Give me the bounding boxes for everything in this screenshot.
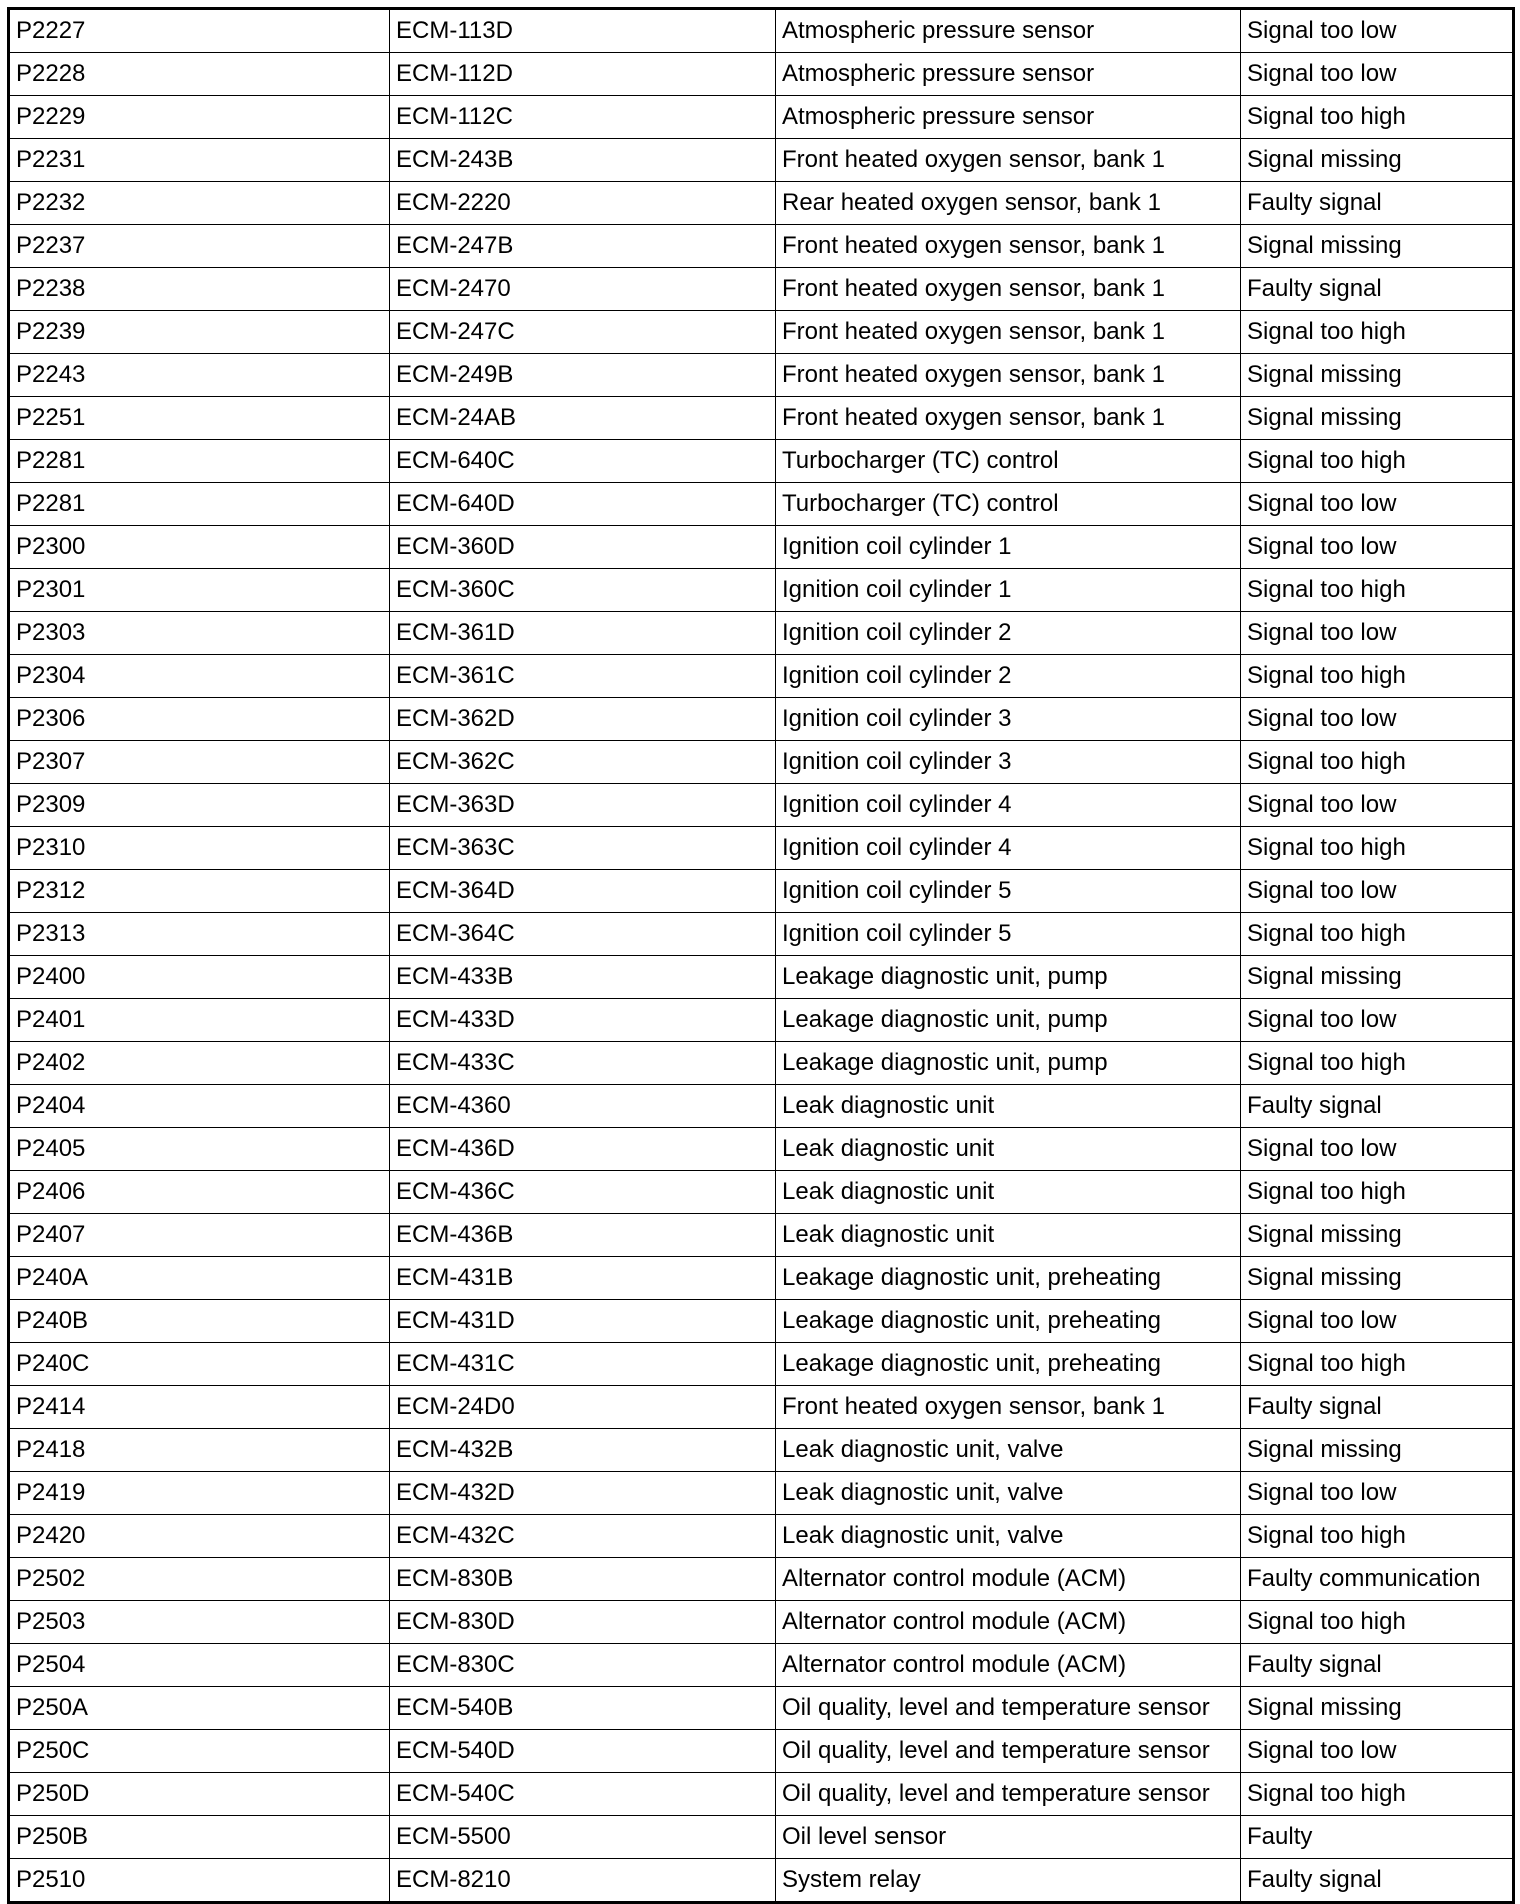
fault-cell: Faulty signal [1241, 182, 1514, 225]
ecm-code-cell: ECM-433D [390, 999, 776, 1042]
ecm-code-cell: ECM-363D [390, 784, 776, 827]
ecm-code-cell: ECM-540B [390, 1687, 776, 1730]
document-page [7, 7, 1512, 1893]
table-row [9, 53, 1514, 96]
dtc-code-cell: P2232 [9, 182, 390, 225]
component-cell: Leak diagnostic unit [776, 1171, 1241, 1214]
component-cell: Atmospheric pressure sensor [776, 96, 1241, 139]
fault-cell: Signal missing [1241, 956, 1514, 999]
ecm-code-cell: ECM-436C [390, 1171, 776, 1214]
fault-cell: Signal too high [1241, 440, 1514, 483]
table-row [9, 1816, 1514, 1859]
ecm-code-cell: ECM-4360 [390, 1085, 776, 1128]
fault-cell: Signal missing [1241, 225, 1514, 268]
ecm-code-cell: ECM-431D [390, 1300, 776, 1343]
fault-cell: Signal too low [1241, 1472, 1514, 1515]
ecm-code-cell: ECM-363C [390, 827, 776, 870]
dtc-code-cell: P2243 [9, 354, 390, 397]
fault-cell: Signal too low [1241, 784, 1514, 827]
fault-cell: Signal too high [1241, 655, 1514, 698]
component-cell: Leakage diagnostic unit, preheating [776, 1343, 1241, 1386]
dtc-code-cell: P2510 [9, 1859, 390, 1903]
dtc-code-cell: P2306 [9, 698, 390, 741]
dtc-code-cell: P2304 [9, 655, 390, 698]
fault-cell: Signal too high [1241, 827, 1514, 870]
ecm-code-cell: ECM-364C [390, 913, 776, 956]
table-row [9, 1300, 1514, 1343]
component-cell: Oil quality, level and temperature sensor [776, 1687, 1241, 1730]
table-row [9, 827, 1514, 870]
component-cell: Ignition coil cylinder 5 [776, 870, 1241, 913]
table-row [9, 397, 1514, 440]
fault-cell: Signal missing [1241, 1687, 1514, 1730]
table-row [9, 784, 1514, 827]
ecm-code-cell: ECM-2220 [390, 182, 776, 225]
component-cell: Leakage diagnostic unit, preheating [776, 1257, 1241, 1300]
component-cell: Rear heated oxygen sensor, bank 1 [776, 182, 1241, 225]
fault-cell: Signal too low [1241, 870, 1514, 913]
ecm-code-cell: ECM-830D [390, 1601, 776, 1644]
component-cell: Front heated oxygen sensor, bank 1 [776, 311, 1241, 354]
fault-cell: Signal too high [1241, 96, 1514, 139]
fault-cell: Signal missing [1241, 1429, 1514, 1472]
fault-cell: Faulty signal [1241, 1386, 1514, 1429]
table-row [9, 1687, 1514, 1730]
table-row [9, 569, 1514, 612]
ecm-code-cell: ECM-2470 [390, 268, 776, 311]
dtc-code-cell: P2312 [9, 870, 390, 913]
fault-cell: Signal too high [1241, 1601, 1514, 1644]
table-row [9, 483, 1514, 526]
dtc-code-cell: P2227 [9, 9, 390, 53]
dtc-code-cell: P2310 [9, 827, 390, 870]
fault-cell: Signal missing [1241, 1257, 1514, 1300]
component-cell: Atmospheric pressure sensor [776, 9, 1241, 53]
component-cell: Ignition coil cylinder 4 [776, 784, 1241, 827]
table-row [9, 354, 1514, 397]
table-row [9, 1085, 1514, 1128]
dtc-code-cell: P2228 [9, 53, 390, 96]
component-cell: Ignition coil cylinder 4 [776, 827, 1241, 870]
dtc-code-cell: P2231 [9, 139, 390, 182]
fault-cell: Signal too low [1241, 9, 1514, 53]
component-cell: Leak diagnostic unit [776, 1085, 1241, 1128]
ecm-code-cell: ECM-436B [390, 1214, 776, 1257]
fault-cell: Signal too low [1241, 1730, 1514, 1773]
table-row [9, 612, 1514, 655]
table-row [9, 268, 1514, 311]
dtc-code-cell: P2300 [9, 526, 390, 569]
fault-cell: Signal too high [1241, 1042, 1514, 1085]
component-cell: Front heated oxygen sensor, bank 1 [776, 268, 1241, 311]
fault-cell: Signal missing [1241, 354, 1514, 397]
table-row [9, 999, 1514, 1042]
ecm-code-cell: ECM-433C [390, 1042, 776, 1085]
dtc-code-cell: P250A [9, 1687, 390, 1730]
ecm-code-cell: ECM-362D [390, 698, 776, 741]
fault-cell: Signal too low [1241, 1300, 1514, 1343]
fault-cell: Signal too high [1241, 1171, 1514, 1214]
table-row [9, 96, 1514, 139]
ecm-code-cell: ECM-540D [390, 1730, 776, 1773]
component-cell: Oil quality, level and temperature sensor [776, 1773, 1241, 1816]
ecm-code-cell: ECM-431C [390, 1343, 776, 1386]
fault-cell: Signal too low [1241, 526, 1514, 569]
dtc-code-cell: P250D [9, 1773, 390, 1816]
ecm-code-cell: ECM-8210 [390, 1859, 776, 1903]
table-row [9, 870, 1514, 913]
dtc-code-cell: P2281 [9, 440, 390, 483]
ecm-code-cell: ECM-247C [390, 311, 776, 354]
component-cell: Leakage diagnostic unit, pump [776, 1042, 1241, 1085]
dtc-code-cell: P2406 [9, 1171, 390, 1214]
dtc-code-cell: P240A [9, 1257, 390, 1300]
ecm-code-cell: ECM-433B [390, 956, 776, 999]
component-cell: Ignition coil cylinder 2 [776, 655, 1241, 698]
component-cell: Ignition coil cylinder 3 [776, 698, 1241, 741]
component-cell: Leak diagnostic unit, valve [776, 1429, 1241, 1472]
dtc-code-cell: P2414 [9, 1386, 390, 1429]
component-cell: Leak diagnostic unit [776, 1214, 1241, 1257]
dtc-code-cell: P2404 [9, 1085, 390, 1128]
fault-cell: Faulty [1241, 1816, 1514, 1859]
fault-cell: Signal too low [1241, 53, 1514, 96]
dtc-code-cell: P2504 [9, 1644, 390, 1687]
fault-cell: Signal too high [1241, 569, 1514, 612]
fault-cell: Signal too high [1241, 1773, 1514, 1816]
dtc-code-cell: P2301 [9, 569, 390, 612]
dtc-code-cell: P2502 [9, 1558, 390, 1601]
dtc-table [7, 7, 1515, 1904]
fault-cell: Signal too low [1241, 999, 1514, 1042]
component-cell: Front heated oxygen sensor, bank 1 [776, 397, 1241, 440]
table-row [9, 1214, 1514, 1257]
dtc-code-cell: P2400 [9, 956, 390, 999]
table-row [9, 741, 1514, 784]
component-cell: Leak diagnostic unit, valve [776, 1472, 1241, 1515]
ecm-code-cell: ECM-436D [390, 1128, 776, 1171]
ecm-code-cell: ECM-362C [390, 741, 776, 784]
component-cell: Ignition coil cylinder 1 [776, 526, 1241, 569]
component-cell: Ignition coil cylinder 1 [776, 569, 1241, 612]
table-row [9, 1859, 1514, 1903]
fault-cell: Signal too high [1241, 741, 1514, 784]
dtc-code-cell: P2503 [9, 1601, 390, 1644]
ecm-code-cell: ECM-431B [390, 1257, 776, 1300]
dtc-code-cell: P2237 [9, 225, 390, 268]
ecm-code-cell: ECM-360C [390, 569, 776, 612]
dtc-code-cell: P2229 [9, 96, 390, 139]
table-row [9, 311, 1514, 354]
fault-cell: Signal too low [1241, 698, 1514, 741]
ecm-code-cell: ECM-361D [390, 612, 776, 655]
fault-cell: Signal too high [1241, 913, 1514, 956]
ecm-code-cell: ECM-830B [390, 1558, 776, 1601]
component-cell: Leak diagnostic unit, valve [776, 1515, 1241, 1558]
fault-cell: Faulty signal [1241, 268, 1514, 311]
component-cell: Front heated oxygen sensor, bank 1 [776, 139, 1241, 182]
fault-cell: Signal missing [1241, 397, 1514, 440]
table-row [9, 1472, 1514, 1515]
component-cell: Oil quality, level and temperature sensor [776, 1730, 1241, 1773]
dtc-code-cell: P240C [9, 1343, 390, 1386]
table-row [9, 1730, 1514, 1773]
table-row [9, 1558, 1514, 1601]
table-row [9, 1601, 1514, 1644]
component-cell: Leakage diagnostic unit, pump [776, 999, 1241, 1042]
component-cell: Alternator control module (ACM) [776, 1558, 1241, 1601]
dtc-code-cell: P2401 [9, 999, 390, 1042]
table-row [9, 139, 1514, 182]
ecm-code-cell: ECM-247B [390, 225, 776, 268]
ecm-code-cell: ECM-540C [390, 1773, 776, 1816]
fault-cell: Faulty signal [1241, 1085, 1514, 1128]
dtc-code-cell: P2239 [9, 311, 390, 354]
ecm-code-cell: ECM-640D [390, 483, 776, 526]
dtc-code-cell: P2251 [9, 397, 390, 440]
component-cell: Turbocharger (TC) control [776, 483, 1241, 526]
dtc-code-cell: P2307 [9, 741, 390, 784]
dtc-code-cell: P2402 [9, 1042, 390, 1085]
table-row [9, 440, 1514, 483]
ecm-code-cell: ECM-249B [390, 354, 776, 397]
fault-cell: Faulty communication [1241, 1558, 1514, 1601]
component-cell: Ignition coil cylinder 5 [776, 913, 1241, 956]
fault-cell: Faulty signal [1241, 1644, 1514, 1687]
table-row [9, 9, 1514, 53]
component-cell: Front heated oxygen sensor, bank 1 [776, 225, 1241, 268]
component-cell: Leakage diagnostic unit, preheating [776, 1300, 1241, 1343]
ecm-code-cell: ECM-640C [390, 440, 776, 483]
component-cell: Turbocharger (TC) control [776, 440, 1241, 483]
component-cell: Alternator control module (ACM) [776, 1644, 1241, 1687]
component-cell: Front heated oxygen sensor, bank 1 [776, 354, 1241, 397]
component-cell: Ignition coil cylinder 2 [776, 612, 1241, 655]
ecm-code-cell: ECM-361C [390, 655, 776, 698]
dtc-code-cell: P2313 [9, 913, 390, 956]
table-row [9, 1042, 1514, 1085]
table-row [9, 1773, 1514, 1816]
table-row [9, 698, 1514, 741]
ecm-code-cell: ECM-364D [390, 870, 776, 913]
fault-cell: Faulty signal [1241, 1859, 1514, 1903]
dtc-code-cell: P250B [9, 1816, 390, 1859]
ecm-code-cell: ECM-432B [390, 1429, 776, 1472]
table-row [9, 1386, 1514, 1429]
component-cell: Oil level sensor [776, 1816, 1241, 1859]
ecm-code-cell: ECM-113D [390, 9, 776, 53]
fault-cell: Signal too low [1241, 1128, 1514, 1171]
component-cell: Leakage diagnostic unit, pump [776, 956, 1241, 999]
fault-cell: Signal too low [1241, 483, 1514, 526]
fault-cell: Signal too high [1241, 1343, 1514, 1386]
dtc-code-cell: P2420 [9, 1515, 390, 1558]
ecm-code-cell: ECM-112D [390, 53, 776, 96]
fault-cell: Signal too low [1241, 612, 1514, 655]
dtc-code-cell: P2281 [9, 483, 390, 526]
ecm-code-cell: ECM-24D0 [390, 1386, 776, 1429]
fault-cell: Signal missing [1241, 139, 1514, 182]
table-row [9, 655, 1514, 698]
ecm-code-cell: ECM-243B [390, 139, 776, 182]
table-row [9, 526, 1514, 569]
table-row [9, 1343, 1514, 1386]
dtc-code-cell: P2405 [9, 1128, 390, 1171]
component-cell: Front heated oxygen sensor, bank 1 [776, 1386, 1241, 1429]
ecm-code-cell: ECM-112C [390, 96, 776, 139]
component-cell: System relay [776, 1859, 1241, 1903]
dtc-code-cell: P2238 [9, 268, 390, 311]
ecm-code-cell: ECM-432C [390, 1515, 776, 1558]
table-row [9, 225, 1514, 268]
dtc-code-cell: P2419 [9, 1472, 390, 1515]
fault-cell: Signal too high [1241, 1515, 1514, 1558]
dtc-code-cell: P240B [9, 1300, 390, 1343]
ecm-code-cell: ECM-432D [390, 1472, 776, 1515]
table-row [9, 1515, 1514, 1558]
dtc-code-cell: P2418 [9, 1429, 390, 1472]
table-row [9, 956, 1514, 999]
dtc-code-cell: P2309 [9, 784, 390, 827]
table-row [9, 1171, 1514, 1214]
component-cell: Atmospheric pressure sensor [776, 53, 1241, 96]
table-row [9, 1429, 1514, 1472]
table-row [9, 1257, 1514, 1300]
ecm-code-cell: ECM-360D [390, 526, 776, 569]
table-row [9, 1128, 1514, 1171]
dtc-code-cell: P2407 [9, 1214, 390, 1257]
ecm-code-cell: ECM-5500 [390, 1816, 776, 1859]
fault-cell: Signal missing [1241, 1214, 1514, 1257]
component-cell: Ignition coil cylinder 3 [776, 741, 1241, 784]
ecm-code-cell: ECM-24AB [390, 397, 776, 440]
dtc-code-cell: P250C [9, 1730, 390, 1773]
ecm-code-cell: ECM-830C [390, 1644, 776, 1687]
table-row [9, 1644, 1514, 1687]
dtc-code-cell: P2303 [9, 612, 390, 655]
component-cell: Alternator control module (ACM) [776, 1601, 1241, 1644]
table-row [9, 913, 1514, 956]
table-row [9, 182, 1514, 225]
dtc-table-body [9, 9, 1514, 1903]
fault-cell: Signal too high [1241, 311, 1514, 354]
component-cell: Leak diagnostic unit [776, 1128, 1241, 1171]
